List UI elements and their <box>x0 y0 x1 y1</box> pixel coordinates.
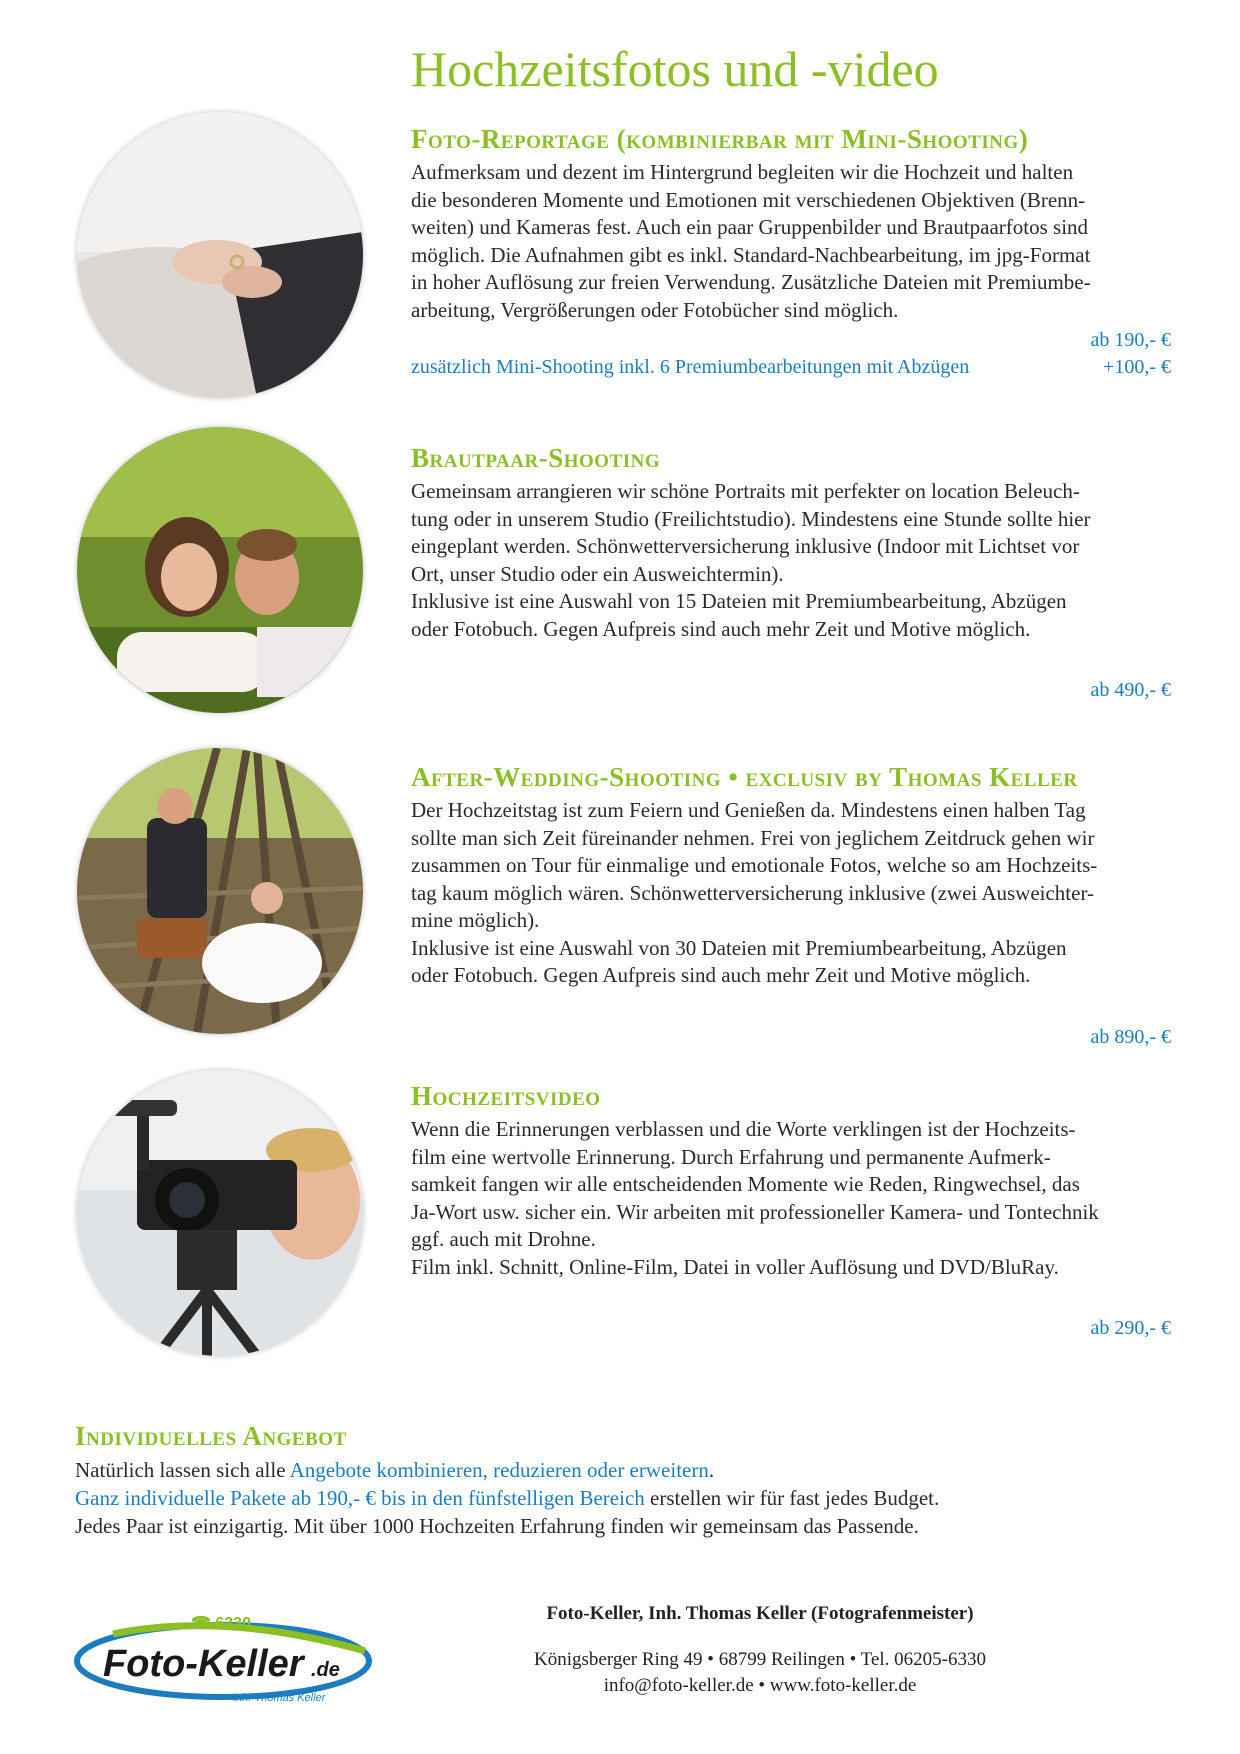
foto-keller-logo <box>73 1606 373 1706</box>
price: ab 190,- € <box>1090 329 1171 351</box>
addon-price: +100,- € <box>1103 356 1171 378</box>
individual-line-2: Ganz individuelle Pakete ab 190,- € bis in den fünfstelligen Bereich erstellen wir für fast jedes Budget. <box>75 1486 940 1510</box>
photo-ring-exchange <box>77 112 363 398</box>
price: ab 890,- € <box>1090 1025 1171 1048</box>
section-title: Brautpaar-Shooting <box>411 443 661 473</box>
price: ab 290,- € <box>1090 1317 1171 1339</box>
section-brautpaar-shooting <box>411 443 1171 702</box>
photo-videographer <box>77 1070 363 1356</box>
addon-label: zusätzlich Mini-Shooting inkl. 6 Premiumbearbeitungen mit Abzügen <box>411 356 970 378</box>
section-body: Der Hochzeitstag ist zum Feiern und Genießen da. Mindestens einen halben Tag sollte man sich Zeit füreinander nehmen. Frei von jeglichem Zeitdruck gehen wir zusammen on Tour für einmalige und emotionale Fotos, welche so am Hochzeits- tag kaum möglich wären. Schönwetterversicherung inklusive (zwei Ausweichter- mine möglich). Inklusive ist eine Auswahl von 30 Dateien mit Premiumbearbeitung, Abzügen oder Fotobuch. Gegen Aufpreis sind auch mehr Zeit und Motive möglich. <box>411 798 1098 987</box>
individual-line-1: Natürlich lassen sich alle Angebote kombinieren, reduzieren oder erweitern. <box>75 1458 715 1482</box>
logo-tld: .de <box>311 1659 340 1681</box>
section-body: Aufmerksam und dezent im Hintergrund begleiten wir die Hochzeit und halten die besonderen Momente und Emotionen mit verschiedenen Objektiven (Brenn- weiten) und Kameras fest. Auch ein paar Gruppenbilder und Brautpaarfotos sind möglich. Die Aufnahmen gibt es inkl. Standard-Nachbearbeitung, im jpg-Format in hoher Auflösung zur freien Verwendung. Zusätzliche Dateien mit Premiumbe- arbeitung, Vergrößerungen oder Fotobücher sind möglich. <box>411 160 1091 322</box>
section-hochzeitsvideo <box>411 1081 1171 1340</box>
individual-offer <box>75 1421 1075 1540</box>
footer-address: Königsberger Ring 49 • 68799 Reilingen • Tel. 06205-6330 <box>534 1649 986 1670</box>
section-title: Hochzeitsvideo <box>411 1081 601 1111</box>
logo-phone: ☎ 6330 <box>191 1615 251 1632</box>
section-body: Gemeinsam arrangieren wir schöne Portraits mit perfekter on location Beleuch- tung oder in unserem Studio (Freilichtstudio). Mindestens eine Stunde sollte hier eingeplant werden. Schönwetterversicherung inklusive (Indoor mit Lichtset vor Ort, unser Studio oder ein Ausweichtermin). Inklusive ist eine Auswahl von 15 Dateien mit Premiumbearbeitung, Abzügen oder Fotobuch. Gegen Aufpreis sind auch mehr Zeit und Motive möglich. <box>411 479 1091 641</box>
photo-after-wedding <box>77 748 363 1034</box>
logo-owner: Inh. Thomas Keller <box>233 1692 326 1704</box>
section-title: Individuelles Angebot <box>75 1421 347 1451</box>
section-after-wedding <box>411 762 1171 1049</box>
section-title: After-Wedding-Shooting • exclusiv by Thomas Keller <box>411 762 1078 792</box>
section-foto-reportage <box>411 124 1171 379</box>
section-title: Foto-Reportage (kombinierbar mit Mini-Shooting) <box>411 124 1029 154</box>
footer-company: Foto-Keller, Inh. Thomas Keller (Fotografenmeister) <box>546 1603 974 1624</box>
footer-contact <box>500 1603 1020 1699</box>
photo-bridal-couple <box>77 427 363 713</box>
price: ab 490,- € <box>1090 679 1171 701</box>
footer-web-email[interactable]: info@foto-keller.de • www.foto-keller.de <box>603 1675 917 1696</box>
page-title: Hochzeitsfotos und -video <box>411 41 939 97</box>
logo-name: Foto-Keller <box>103 1643 304 1685</box>
mini-shooting-addon <box>411 356 1171 379</box>
section-body: Wenn die Erinnerungen verblassen und die Worte verklingen ist der Hochzeits- film eine wertvolle Erinnerung. Durch Erfahrung und permanente Aufmerk- samkeit fangen wir alle entscheidenden Momente wie Reden, Ringwechsel, das Ja-Wort usw. sicher ein. Wir arbeiten mit professioneller Kamera- und Tontechnik ggf. auch mit Drohne. Film inkl. Schnitt, Online-Film, Datei in voller Auflösung und DVD/BluRay. <box>411 1117 1099 1279</box>
individual-line-3: Jedes Paar ist einzigartig. Mit über 1000 Hochzeiten Erfahrung finden wir gemeinsam das Passende. <box>75 1514 919 1538</box>
